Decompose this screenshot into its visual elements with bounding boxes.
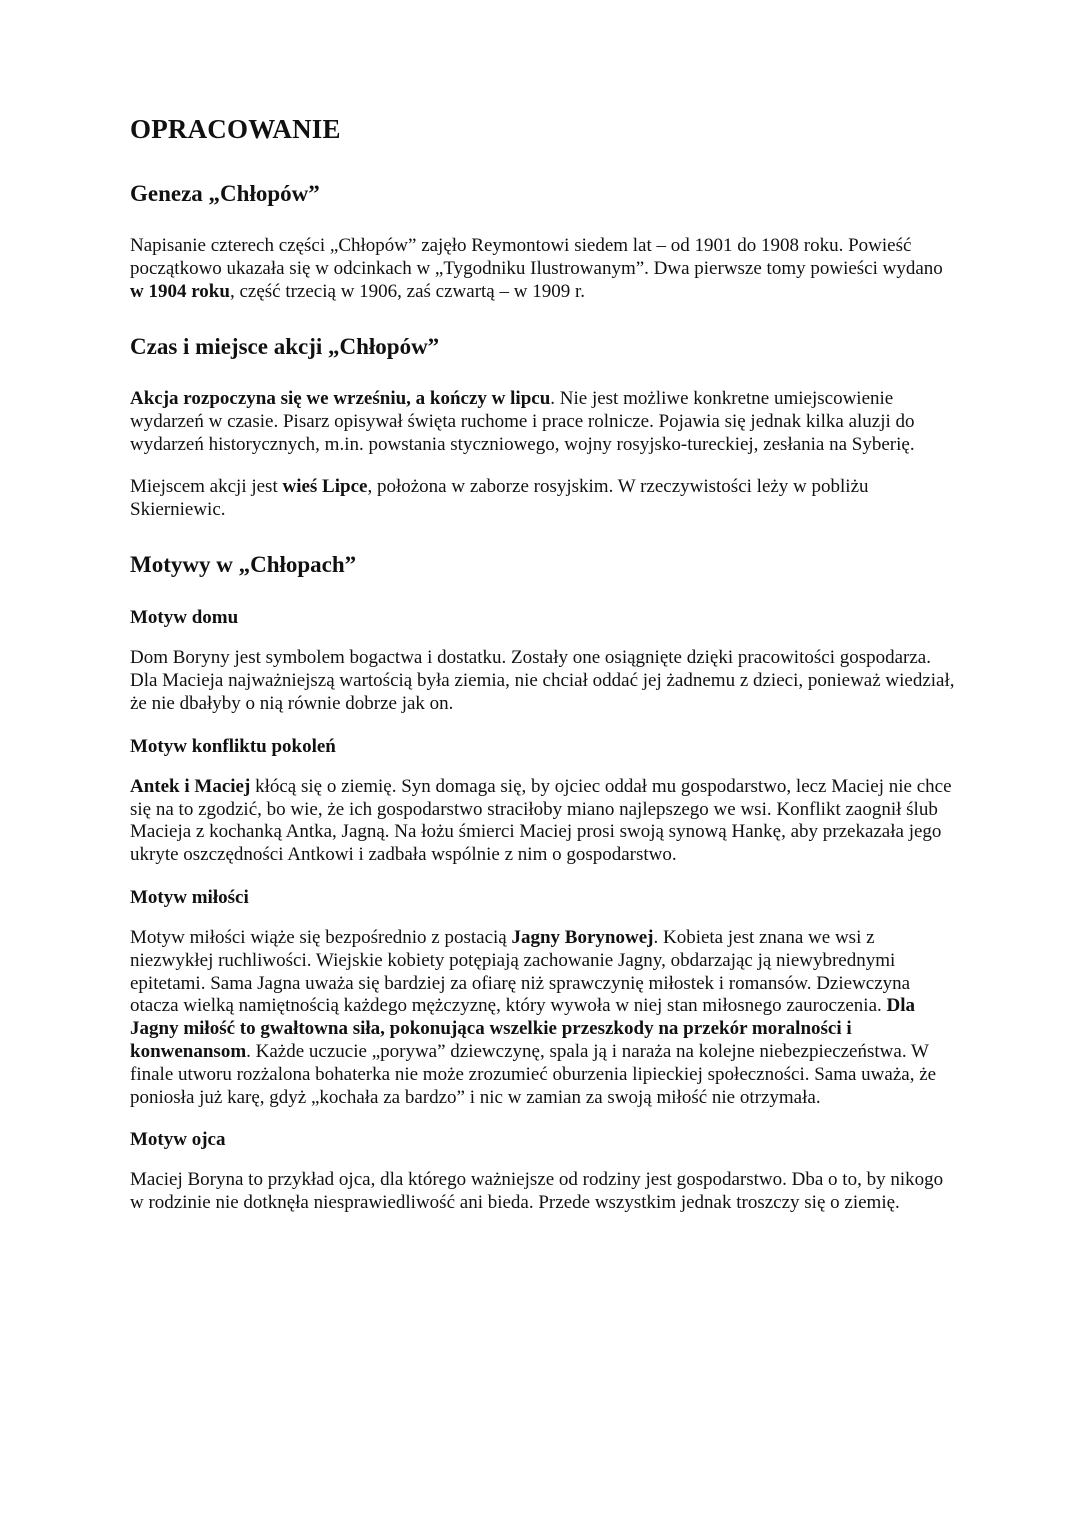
motif-heading-domu: Motyw domu [130,607,239,629]
paragraph-motyw-domu: Dom Boryny jest symbolem bogactwa i dostatku. Zostały one osiągnięte dzięki pracowitości gospodarza. Dla Macieja najważniejszą wartością była ziemia, nie chciał oddać jej żadnemu z dzieci, ponieważ wiedział, że nie dbałyby o nią równie dobrze jak on. [130,647,955,714]
bold-text: wieś Lipce [282,475,368,497]
motif-heading-milosci: Motyw miłości [130,886,249,908]
motif-heading-konfliktu: Motyw konfliktu pokoleń [130,735,336,757]
bold-text: Akcja rozpoczyna się we wrześniu, a kończy w lipcu [130,388,551,410]
bold-text: w 1904 roku [130,280,230,302]
section-heading-czas-i-miejsce: Czas i miejsce akcji „Chłopów” [130,334,440,360]
document-title: OPRACOWANIE [130,114,341,144]
bold-text: Jagny Borynowej [511,926,654,948]
bold-text: Dla Jagny miłość to gwałtowna siła, pokonująca wszelkie przeszkody na przekór moralności i konwenansom [130,995,916,1062]
paragraph-motyw-ojca: Maciej Boryna to przykład ojca, dla którego ważniejsze od rodziny jest gospodarstwo. Dba o to, by nikogo w rodzinie nie dotknęła niesprawiedliwość ani bieda. Przede wszystkim jednak troszczy się o ziemię. [130,1169,944,1214]
paragraph-geneza: Napisanie czterech części „Chłopów” zajęło Reymontowi siedem lat – od 1901 do 1908 roku. Powieść początkowo ukazała się w odcinkach w „Tygodniku Ilustrowanym”. Dwa pierwsze tomy powieści wydano w 1904 roku, część trzecią w 1906, zaś czwartą – w 1909 r. [130,235,943,302]
document-page [130,112,960,1234]
paragraph-motyw-milosci: Motyw miłości wiąże się bezpośrednio z postacią Jagny Borynowej. Kobieta jest znana we wsi z niezwykłej ruchliwości. Wiejskie kobiety potępiają zachowanie Jagny, obdarzając ją niewybrednymi epitetami. Sama Jagna uważa się bardziej za ofiarę niż sprawczynię miłostek i romansów. Dziewczyna otacza wielką namiętnością każdego mężczyznę, który wywoła w niej stan miłosnego zauroczenia. Dla Jagny miłość to gwałtowna siła, pokonująca wszelkie przeszkody na przekór moralności i konwenansom. Każde uczucie „porywa” dziewczynę, spala ją i naraża na kolejne niebezpieczeństwa. W finale utworu rozżalona bohaterka nie może zrozumieć oburzenia lipieckiej społeczności. Sama uważa, że poniosła już karę, gdyż „kochała za bardzo” i nic w zamian za swoją miłość nie otrzymała. [130,926,937,1108]
bold-text: Antek i Maciej [130,775,251,797]
paragraph-motyw-konfliktu: Antek i Maciej kłócą się o ziemię. Syn domaga się, by ojciec oddał mu gospodarstwo, lecz Maciej nie chce się na to zgodzić, bo wie, że ich gospodarstwo straciłoby miano najlepszego we wsi. Konflikt zaognił ślub Macieja z kochanką Antka, Jagną. Na łożu śmierci Maciej prosi swoją synową Hankę, aby przekazała jego ukryte oszczędności Antkowi i zadbała wspólnie z nim o gospodarstwo. [130,775,952,866]
section-heading-motywy: Motywy w „Chłopach” [130,552,357,578]
paragraph-miejsce-akcji: Miejscem akcji jest wieś Lipce, położona w zaborze rosyjskim. W rzeczywistości leży w pobliżu Skierniewic. [130,475,869,520]
section-heading-geneza: Geneza „Chłopów” [130,181,320,206]
motif-heading-ojca: Motyw ojca [130,1129,226,1151]
paragraph-czas-akcji: Akcja rozpoczyna się we wrześniu, a kończy w lipcu. Nie jest możliwe konkretne umiejscowienie wydarzeń w czasie. Pisarz opisywał święta ruchome i prace rolnicze. Pojawia się jednak kilka aluzji do wydarzeń historycznych, m.in. powstania styczniowego, wojny rosyjsko-tureckiej, zesłania na Syberię. [130,388,915,455]
